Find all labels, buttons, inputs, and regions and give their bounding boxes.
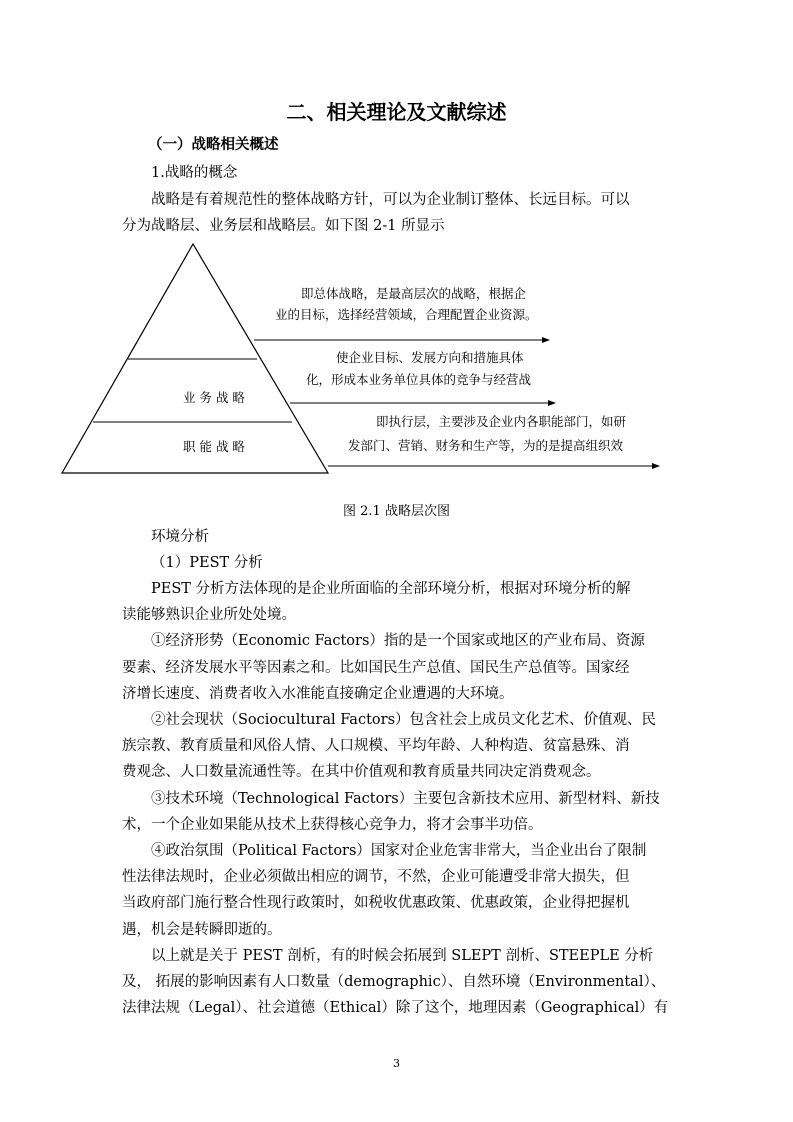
level-desc-3: 即执行层，主要涉及企业内各职能部门，如研 [376, 414, 627, 429]
paragraph-line: 费观念、人口数量流通性等。在其中价值观和教育质量共同决定消费观念。 [122, 764, 601, 780]
paragraph-line: 要素、经济发展水平等因素之和。比如国民生产总值、国民生产总值等。国家经 [122, 660, 630, 676]
paragraph-line: 当政府部门施行整合性现行政策时，如税收优惠政策、优惠政策，企业得把握机 [122, 895, 630, 911]
subsection-heading: （1）PEST 分析 [151, 555, 263, 571]
arrow-head-3 [652, 463, 660, 469]
figure-caption: 图 2.1 战略层次图 [343, 504, 450, 519]
paragraph-line: 济增长速度、消费者收入水准能直接确定企业遭遇的大环境。 [122, 686, 514, 702]
level-label-functional: 职 能 战 略 [183, 439, 245, 454]
paragraph-line: ①经济形势（Economic Factors）指的是一个国家或地区的产业布局、资源 [151, 633, 645, 649]
level-desc-3: 发部门、营销、财务和生产等，为的是提高组织效 [348, 438, 624, 453]
paragraph-line: 战略是有着规范性的整体战略方针，可以为企业制订整体、长远目标。可以 [151, 192, 630, 208]
level-desc-2: 化，形成本业务单位具体的竞争与经营战 [306, 372, 532, 387]
paragraph-line: 以上就是关于 PEST 剖析，有的时候会拓展到 SLEPT 剖析、STEEPLE 分析 [151, 948, 654, 964]
subsection-heading: 环境分析 [151, 529, 209, 545]
paragraph-line: 族宗教、教育质量和风俗人情、人口规模、平均年龄、人种构造、贫富悬殊、消 [122, 738, 630, 754]
paragraph-line: 及， 拓展的影响因素有人口数量（demographic）、自然环境（Environmental）、 [122, 974, 666, 990]
page-number: 3 [393, 1057, 400, 1070]
level-desc-1: 即总体战略，是最高层次的战略，根据企 [301, 286, 527, 301]
paragraph-line: 性法律法规时，企业必须做出相应的调节，不然，企业可能遭受非常大损失，但 [122, 869, 630, 885]
level-desc-2: 使企业目标、发展方向和措施具体 [336, 350, 524, 365]
paragraph-line: 术，一个企业如果能从技术上获得核心竞争力，将才会事半功倍。 [122, 817, 543, 833]
section-heading: （一）战略相关概述 [148, 137, 279, 153]
arrow-head-2 [548, 400, 556, 406]
paragraph-line: ②社会现状（Sociocultural Factors）包含社会上成员文化艺术、价值观、民 [151, 712, 657, 728]
paragraph-line: PEST 分析方法体现的是企业所面临的全部环境分析，根据对环境分析的解 [151, 581, 631, 597]
paragraph-line: 分为战略层、业务层和战略层。如下图 2-1 所显示 [122, 218, 445, 234]
page-title: 二、相关理论及文献综述 [286, 100, 507, 124]
paragraph-line: ④政治氛围（Political Factors）国家对企业危害非常大，当企业出台了限制 [151, 843, 647, 859]
paragraph-line: ③技术环境（Technological Factors）主要包含新技术应用、新型材料、新技 [151, 791, 660, 807]
paragraph-line: 遇，机会是转瞬即逝的。 [122, 922, 282, 938]
level-desc-1: 业的目标，选择经营领域，合理配置企业资源。 [275, 307, 538, 322]
subsection-heading: 1.战略的概念 [151, 165, 238, 181]
paragraph-line: 读能够熟识企业所处处境。 [122, 607, 296, 623]
level-label-business: 业 务 战 略 [183, 390, 245, 405]
arrow-head-1 [542, 337, 550, 343]
paragraph-line: 法律法规（Legal）、社会道德（Ethical）除了这个，地理因素（Geographical）有 [122, 1000, 669, 1016]
